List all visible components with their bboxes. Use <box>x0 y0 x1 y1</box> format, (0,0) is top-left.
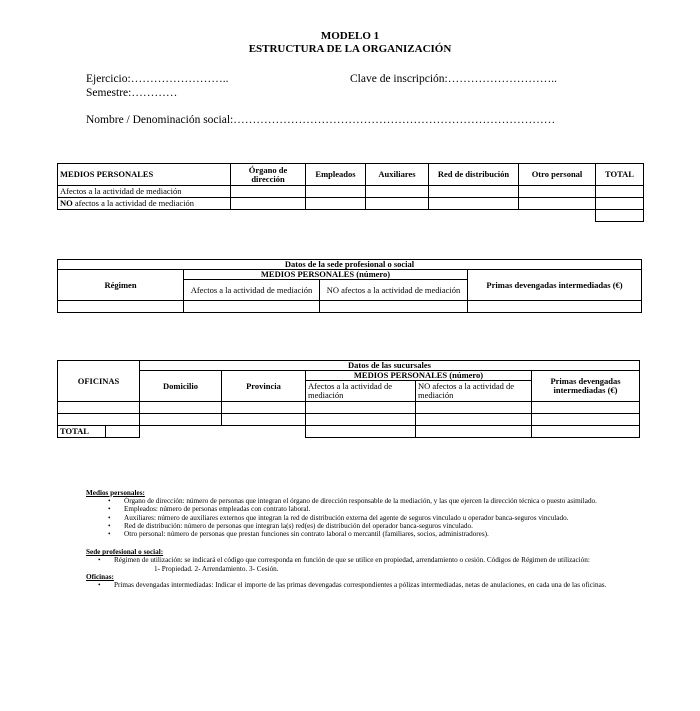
list-item: • Órgano de dirección: número de personas que integran el órgano de dirección responsable de la mediación, y las que ejercen la dirección técnica o puesto asimilado. <box>124 497 616 505</box>
primas-input[interactable] <box>532 414 640 426</box>
domicilio-input[interactable] <box>140 402 222 414</box>
sucursales-table <box>57 360 640 438</box>
input-cell[interactable] <box>231 186 306 198</box>
total-afectos-input[interactable] <box>306 426 416 438</box>
semestre-field[interactable]: Semestre:………… <box>86 87 178 99</box>
header-medios-personales: MEDIOS PERSONALES <box>58 164 231 186</box>
notes-oficinas-title: Oficinas: <box>86 572 114 581</box>
notes-section <box>86 489 616 589</box>
list-item: • Otro personal: número de personas que prestan funciones sin contrato laboral o mercantil (familiares, socios, administradores). <box>124 530 616 538</box>
regimen-input[interactable] <box>58 301 184 313</box>
document-subtitle: ESTRUCTURA DE LA ORGANIZACIÓN <box>248 43 452 55</box>
afectos-input[interactable] <box>184 301 320 313</box>
header-domicilio: Domicilio <box>140 371 222 402</box>
clave-inscripcion-field[interactable]: Clave de inscripción:……………………….. <box>350 73 557 85</box>
header-no-afectos: NO afectos a la actividad de mediación <box>320 280 468 301</box>
primas-input[interactable] <box>468 301 642 313</box>
list-item: • Régimen de utilización: se indicará el código que corresponda en función de que se utilice en propiedad, arrendamiento o cesión. Códigos de Régimen de utilización: <box>114 556 616 564</box>
total-label: TOTAL <box>58 426 106 438</box>
input-cell[interactable] <box>596 198 644 210</box>
notes-oficinas-list <box>86 581 616 589</box>
row-label-no-afectos <box>58 198 231 210</box>
header-red-distribucion: Red de distribución <box>429 164 519 186</box>
notes-sede-list <box>86 556 616 564</box>
no-afectos-input[interactable] <box>416 402 532 414</box>
list-item: • Auxiliares: número de auxiliares externos que integran la red de distribución externa del agente de seguros vinculado u operador banca-seguros vinculado. <box>124 514 616 522</box>
afectos-input[interactable] <box>306 414 416 426</box>
no-afectos-input[interactable] <box>320 301 468 313</box>
nombre-field[interactable]: Nombre / Denominación social:………………………………………………………………………… <box>86 114 556 126</box>
input-cell[interactable] <box>306 198 366 210</box>
no-emphasis: NO <box>60 198 73 208</box>
input-cell[interactable] <box>366 186 429 198</box>
oficina-input[interactable] <box>58 402 140 414</box>
header-regimen: Régimen <box>58 270 184 301</box>
primas-input[interactable] <box>532 402 640 414</box>
notes-medios-list <box>86 497 616 538</box>
header-provincia: Provincia <box>222 371 306 402</box>
header-medios-numero: MEDIOS PERSONALES (número) <box>184 270 468 280</box>
input-cell[interactable] <box>519 198 596 210</box>
input-cell[interactable] <box>429 186 519 198</box>
total-no-afectos-input[interactable] <box>416 426 532 438</box>
provincia-input[interactable] <box>222 414 306 426</box>
total-oficinas-input[interactable] <box>106 426 140 438</box>
notes-sede-title: Sede profesional o social: <box>86 548 164 557</box>
header-afectos: Afectos a la actividad de mediación <box>184 280 320 301</box>
no-afectos-input[interactable] <box>416 414 532 426</box>
sede-caption: Datos de la sede profesional o social <box>58 260 642 270</box>
input-cell[interactable] <box>429 198 519 210</box>
header-empleados: Empleados <box>306 164 366 186</box>
grand-total-cell[interactable] <box>596 210 644 222</box>
row-label-afectos: Afectos a la actividad de mediación <box>58 186 231 198</box>
row-label-no-afectos-text: afectos a la actividad de mediación <box>72 198 195 208</box>
sede-table <box>57 259 642 313</box>
medios-personales-table <box>57 163 644 222</box>
domicilio-input[interactable] <box>140 414 222 426</box>
header-total: TOTAL <box>596 164 644 186</box>
header-no-afectos: NO afectos a la actividad de mediación <box>416 381 532 402</box>
notes-medios-title: Medios personales: <box>86 489 145 497</box>
header-medios-numero: MEDIOS PERSONALES (número) <box>306 371 532 381</box>
oficina-input[interactable] <box>58 414 140 426</box>
list-item: • Red de distribución: número de personas que integran la(s) red(es) de distribución del operador banca-seguros vinculado. <box>124 522 616 530</box>
header-primas: Primas devengadas intermediadas (€) <box>532 371 640 402</box>
input-cell[interactable] <box>519 186 596 198</box>
provincia-input[interactable] <box>222 402 306 414</box>
total-primas-input[interactable] <box>532 426 640 438</box>
document-title: MODELO 1 <box>320 30 380 42</box>
list-item: • Primas devengadas intermediadas: Indicar el importe de las primas devengadas correspondientes a pólizas intermediadas, netas de anulaciones, en cada una de las oficinas. <box>114 581 616 589</box>
sucursales-caption: Datos de las sucursales <box>140 361 640 371</box>
codigos-regimen: 1- Propiedad. 2- Arrendamiento. 3- Cesión. <box>154 564 279 573</box>
afectos-input[interactable] <box>306 402 416 414</box>
header-oficinas: OFICINAS <box>58 361 140 402</box>
input-cell[interactable] <box>231 198 306 210</box>
header-auxiliares: Auxiliares <box>366 164 429 186</box>
header-organo-direccion: Órgano de dirección <box>231 164 306 186</box>
input-cell[interactable] <box>306 186 366 198</box>
input-cell[interactable] <box>366 198 429 210</box>
header-afectos: Afectos a la actividad de mediación <box>306 381 416 402</box>
list-item: • Empleados: número de personas empleadas con contrato laboral. <box>124 505 616 513</box>
input-cell[interactable] <box>596 186 644 198</box>
header-otro-personal: Otro personal <box>519 164 596 186</box>
header-primas: Primas devengadas intermediadas (€) <box>468 270 642 301</box>
ejercicio-field[interactable]: Ejercicio:…………………….. <box>86 73 229 85</box>
